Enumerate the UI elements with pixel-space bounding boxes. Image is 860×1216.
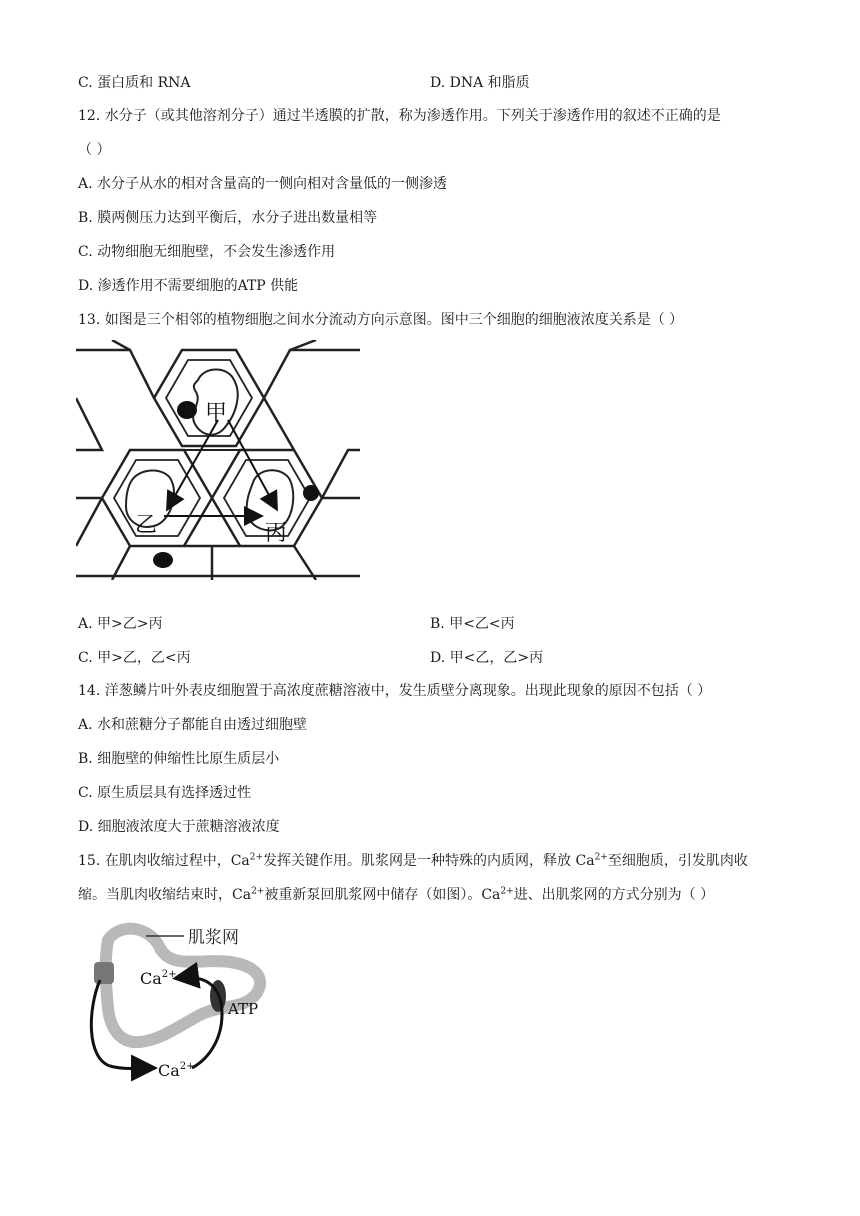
sarcoplasmic-reticulum-figure [80, 918, 290, 1088]
q14-stem: 14. 洋葱鳞片叶外表皮细胞置于高浓度蔗糖溶液中，发生质壁分离现象。出现此现象的原因不包括（ ） [78, 683, 712, 699]
label-yi: 乙 [134, 513, 158, 538]
q12-option-a: A. 水分子从水的相对含量高的一侧向相对含量低的一侧渗透 [78, 176, 448, 192]
q12-option-b: B. 膜两侧压力达到平衡后，水分子进出数量相等 [78, 210, 378, 226]
q12-stem: 12. 水分子（或其他溶剂分子）通过半透膜的扩散，称为渗透作用。下列关于渗透作用的叙述不正确的是 [78, 108, 721, 124]
q15-stem-line2: 缩。当肌肉收缩结束时，$Ca^{2+}$被重新泵回肌浆网中储存（如图）。$Ca^{2+}$进、出肌浆网的方式分别为（ ） [78, 886, 715, 903]
calcium-channel [94, 962, 114, 984]
arrow-ca-release [91, 980, 152, 1069]
q13-option-d: D. 甲<乙，乙>丙 [430, 650, 544, 666]
q12-answer-paren: （ ） [78, 142, 111, 158]
atp-label: ATP [228, 1000, 259, 1018]
q14-option-d: D. 细胞液浓度大于蔗糖溶液浓度 [78, 819, 280, 835]
q12-option-c: C. 动物细胞无细胞壁，不会发生渗透作用 [78, 244, 336, 260]
q13-stem: 13. 如图是三个相邻的植物细胞之间水分流动方向示意图。图中三个细胞的细胞液浓度关系是（ ） [78, 312, 684, 328]
q12-option-d: D. 渗透作用不需要细胞的ATP 供能 [78, 278, 299, 294]
q15-stem-line1: 15. 在肌肉收缩过程中，$Ca^{2+}$发挥关键作用。肌浆网是一种特殊的内质网，释放 $Ca^{2+}$至细胞质，引发肌肉收 [78, 852, 748, 869]
ca-bottom-label: $Ca^{2+}$ [158, 1061, 195, 1080]
label-bing: 丙 [264, 521, 288, 546]
q13-option-c: C. 甲>乙，乙<丙 [78, 650, 191, 666]
q14-option-b: B. 细胞壁的伸缩性比原生质层小 [78, 751, 280, 767]
ca-top-label: $Ca^{2+}$ [140, 969, 177, 988]
nucleus-yi [153, 552, 173, 568]
q14-option-c: C. 原生质层具有选择透过性 [78, 785, 252, 801]
sr-label: 肌浆网 [188, 928, 239, 948]
nucleus-bing [303, 485, 319, 501]
q14-option-a: A. 水和蔗糖分子都能自由透过细胞壁 [78, 717, 308, 733]
label-jia: 甲 [204, 401, 228, 426]
q11-option-c: C. 蛋白质和 RNA [78, 75, 191, 91]
arrow-jia-to-bing [228, 420, 276, 508]
q11-option-d: D. DNA 和脂质 [430, 75, 530, 91]
q13-option-b: B. 甲<乙<丙 [430, 616, 515, 632]
plant-cells-figure [76, 340, 360, 580]
nucleus-jia [177, 401, 197, 419]
cell-jia-wall [154, 350, 264, 446]
q13-option-a: A. 甲>乙>丙 [78, 616, 163, 632]
